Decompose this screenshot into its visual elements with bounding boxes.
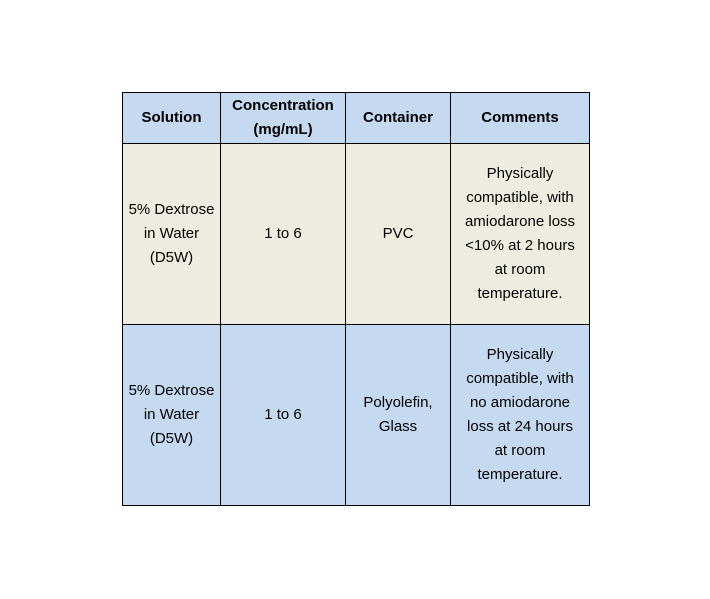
table-header-row (123, 93, 590, 144)
header-solution: Solution (123, 93, 221, 144)
cell-concentration: 1 to 6 (221, 325, 346, 506)
cell-container: PVC (346, 144, 451, 325)
header-container: Container (346, 93, 451, 144)
header-concentration: Concentration (mg/mL) (221, 93, 346, 144)
cell-container: Polyolefin, Glass (346, 325, 451, 506)
cell-solution: 5% Dextrose in Water (D5W) (123, 144, 221, 325)
compatibility-table (122, 92, 590, 506)
table-row (123, 144, 590, 325)
header-comments: Comments (451, 93, 590, 144)
cell-solution: 5% Dextrose in Water (D5W) (123, 325, 221, 506)
cell-comments: Physically compatible, with no amiodarone loss at 24 hours at room temperature. (451, 325, 590, 506)
cell-concentration: 1 to 6 (221, 144, 346, 325)
table-row (123, 325, 590, 506)
cell-comments: Physically compatible, with amiodarone loss <10% at 2 hours at room temperature. (451, 144, 590, 325)
